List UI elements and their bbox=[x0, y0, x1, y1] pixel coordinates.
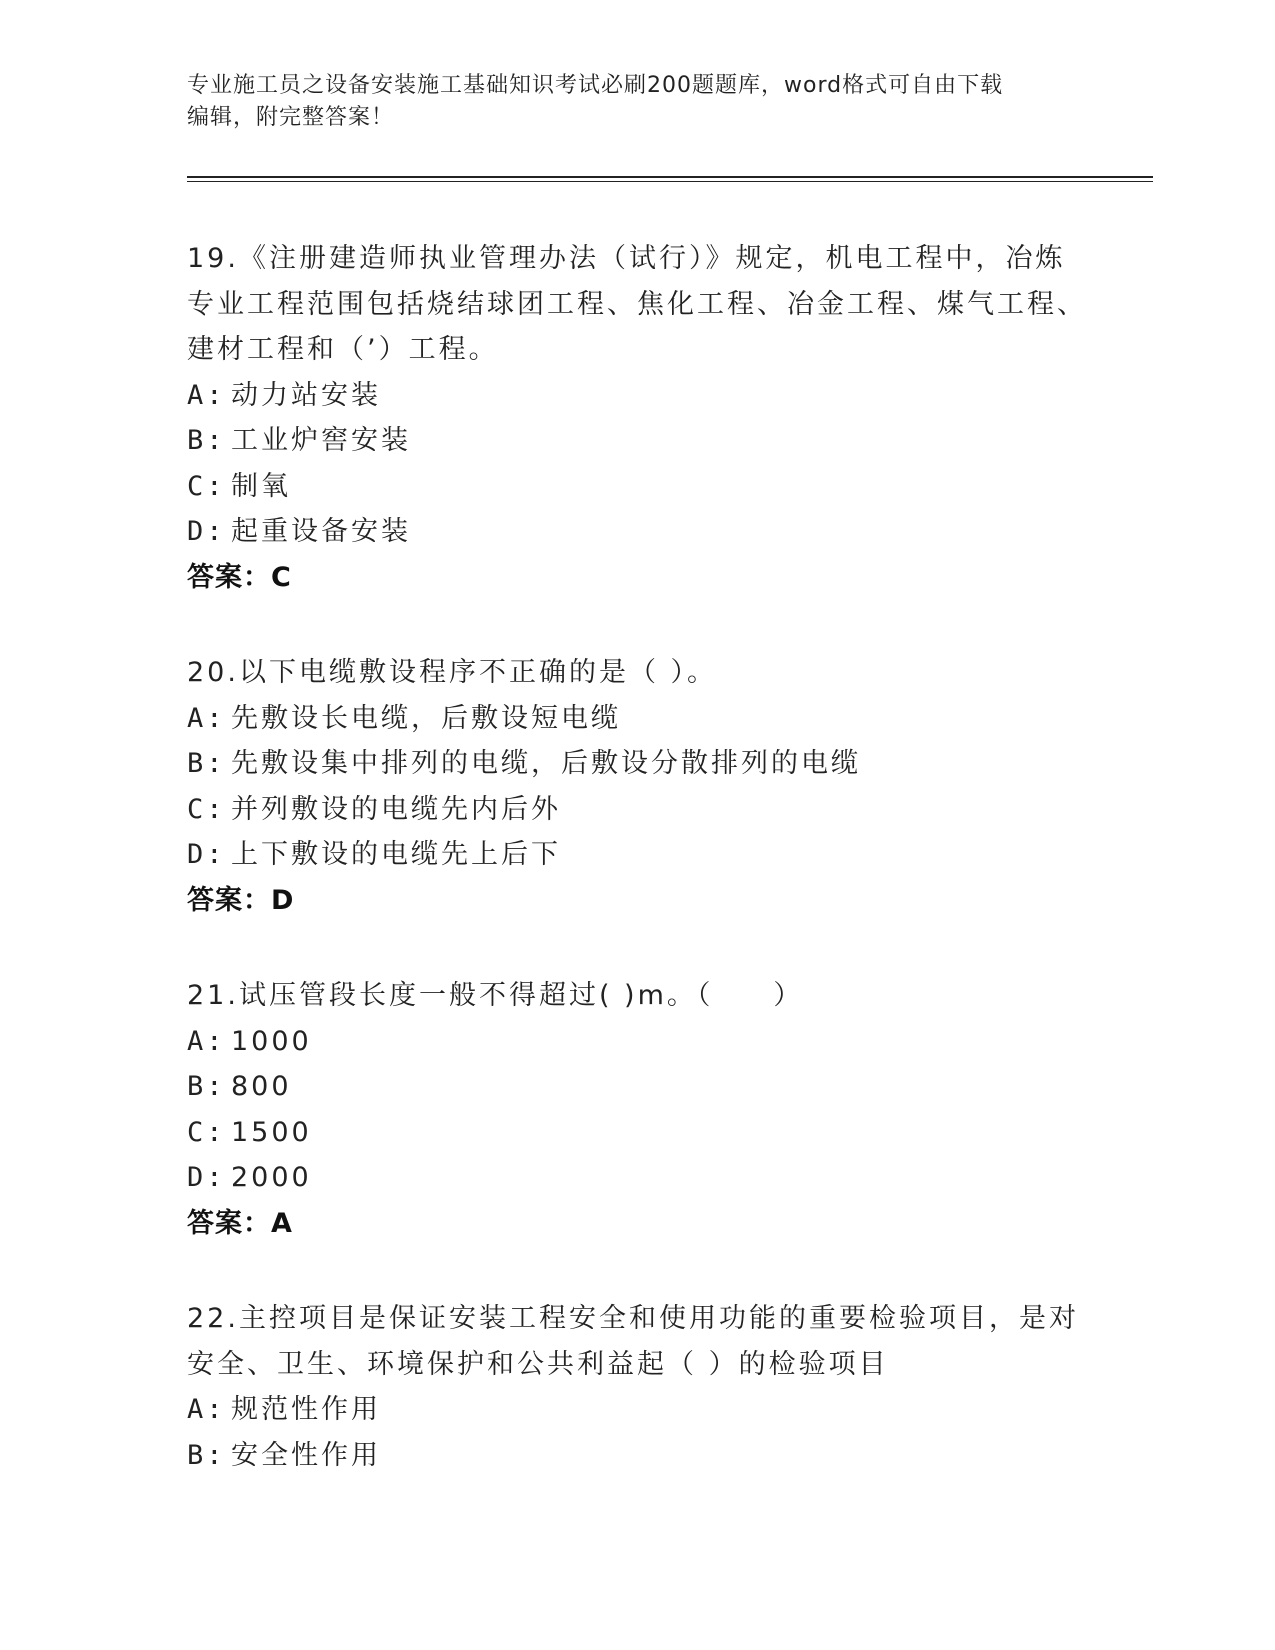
option-b bbox=[187, 741, 1087, 787]
answer-label: 答案：C bbox=[187, 561, 292, 593]
question-20 bbox=[187, 650, 1087, 923]
option-text: 规范性作用 bbox=[231, 1394, 381, 1425]
question-19 bbox=[187, 236, 1087, 600]
question-21 bbox=[187, 973, 1087, 1246]
option-letter: C: bbox=[187, 1116, 226, 1148]
option-text: 工业炉窖安装 bbox=[231, 425, 411, 456]
option-d bbox=[187, 1155, 1087, 1201]
option-letter: A: bbox=[187, 379, 226, 411]
question-22 bbox=[187, 1296, 1087, 1478]
option-letter: C: bbox=[187, 470, 226, 502]
document-header bbox=[187, 70, 1087, 134]
answer-label: 答案：A bbox=[187, 1207, 293, 1239]
question-stem: 19.《注册建造师执业管理办法（试行）》规定，机电工程中，冶炼专业工程范围包括烧结球团工程、焦化工程、冶金工程、煤气工程、建材工程和（’）工程。 bbox=[187, 243, 1087, 365]
option-text: 制氧 bbox=[231, 470, 291, 502]
option-d bbox=[187, 509, 1087, 555]
option-text: 并列敷设的电缆先内后外 bbox=[231, 793, 561, 825]
header-divider-thin bbox=[187, 181, 1153, 182]
option-letter: B: bbox=[187, 1439, 226, 1471]
option-text: 1500 bbox=[231, 1116, 312, 1148]
answer-label: 答案：D bbox=[187, 884, 295, 916]
option-text: 安全性作用 bbox=[231, 1439, 381, 1471]
option-c bbox=[187, 787, 1087, 833]
option-a bbox=[187, 696, 1087, 742]
option-text: 800 bbox=[231, 1071, 292, 1102]
question-list bbox=[187, 236, 1087, 1528]
option-letter: A: bbox=[187, 1025, 226, 1057]
option-letter: C: bbox=[187, 793, 226, 825]
option-b bbox=[187, 418, 1087, 464]
option-text: 2000 bbox=[231, 1162, 312, 1193]
option-text: 动力站安装 bbox=[231, 379, 381, 411]
option-text: 起重设备安装 bbox=[231, 516, 411, 547]
option-text: 先敷设集中排列的电缆，后敷设分散排列的电缆 bbox=[231, 748, 861, 779]
header-line-2: 编辑，附完整答案！ bbox=[187, 105, 395, 130]
option-text: 1000 bbox=[231, 1025, 312, 1057]
option-letter: D: bbox=[187, 1162, 226, 1193]
question-stem: 22.主控项目是保证安装工程安全和使用功能的重要检验项目，是对安全、卫生、环境保护和公共利益起（ ）的检验项目 bbox=[187, 1303, 1079, 1380]
option-b bbox=[187, 1064, 1087, 1110]
option-a bbox=[187, 373, 1087, 419]
option-text: 上下敷设的电缆先上后下 bbox=[231, 839, 561, 870]
option-letter: B: bbox=[187, 425, 226, 456]
header-divider-thick bbox=[187, 176, 1153, 178]
option-d bbox=[187, 832, 1087, 878]
option-text: 先敷设长电缆，后敷设短电缆 bbox=[231, 702, 621, 734]
option-c bbox=[187, 1110, 1087, 1156]
option-letter: B: bbox=[187, 748, 226, 779]
option-b bbox=[187, 1433, 1087, 1479]
option-a bbox=[187, 1387, 1087, 1433]
header-line-1: 专业施工员之设备安装施工基础知识考试必刷200题题库，word格式可自由下载 bbox=[187, 73, 1004, 98]
option-letter: D: bbox=[187, 516, 226, 547]
option-a bbox=[187, 1019, 1087, 1065]
option-letter: A: bbox=[187, 702, 226, 734]
question-stem: 20.以下电缆敷设程序不正确的是（ ）。 bbox=[187, 657, 718, 688]
option-letter: D: bbox=[187, 839, 226, 870]
option-letter: A: bbox=[187, 1394, 226, 1425]
question-stem: 21.试压管段长度一般不得超过( )m。（ ） bbox=[187, 980, 804, 1011]
option-c bbox=[187, 464, 1087, 510]
option-letter: B: bbox=[187, 1071, 226, 1102]
